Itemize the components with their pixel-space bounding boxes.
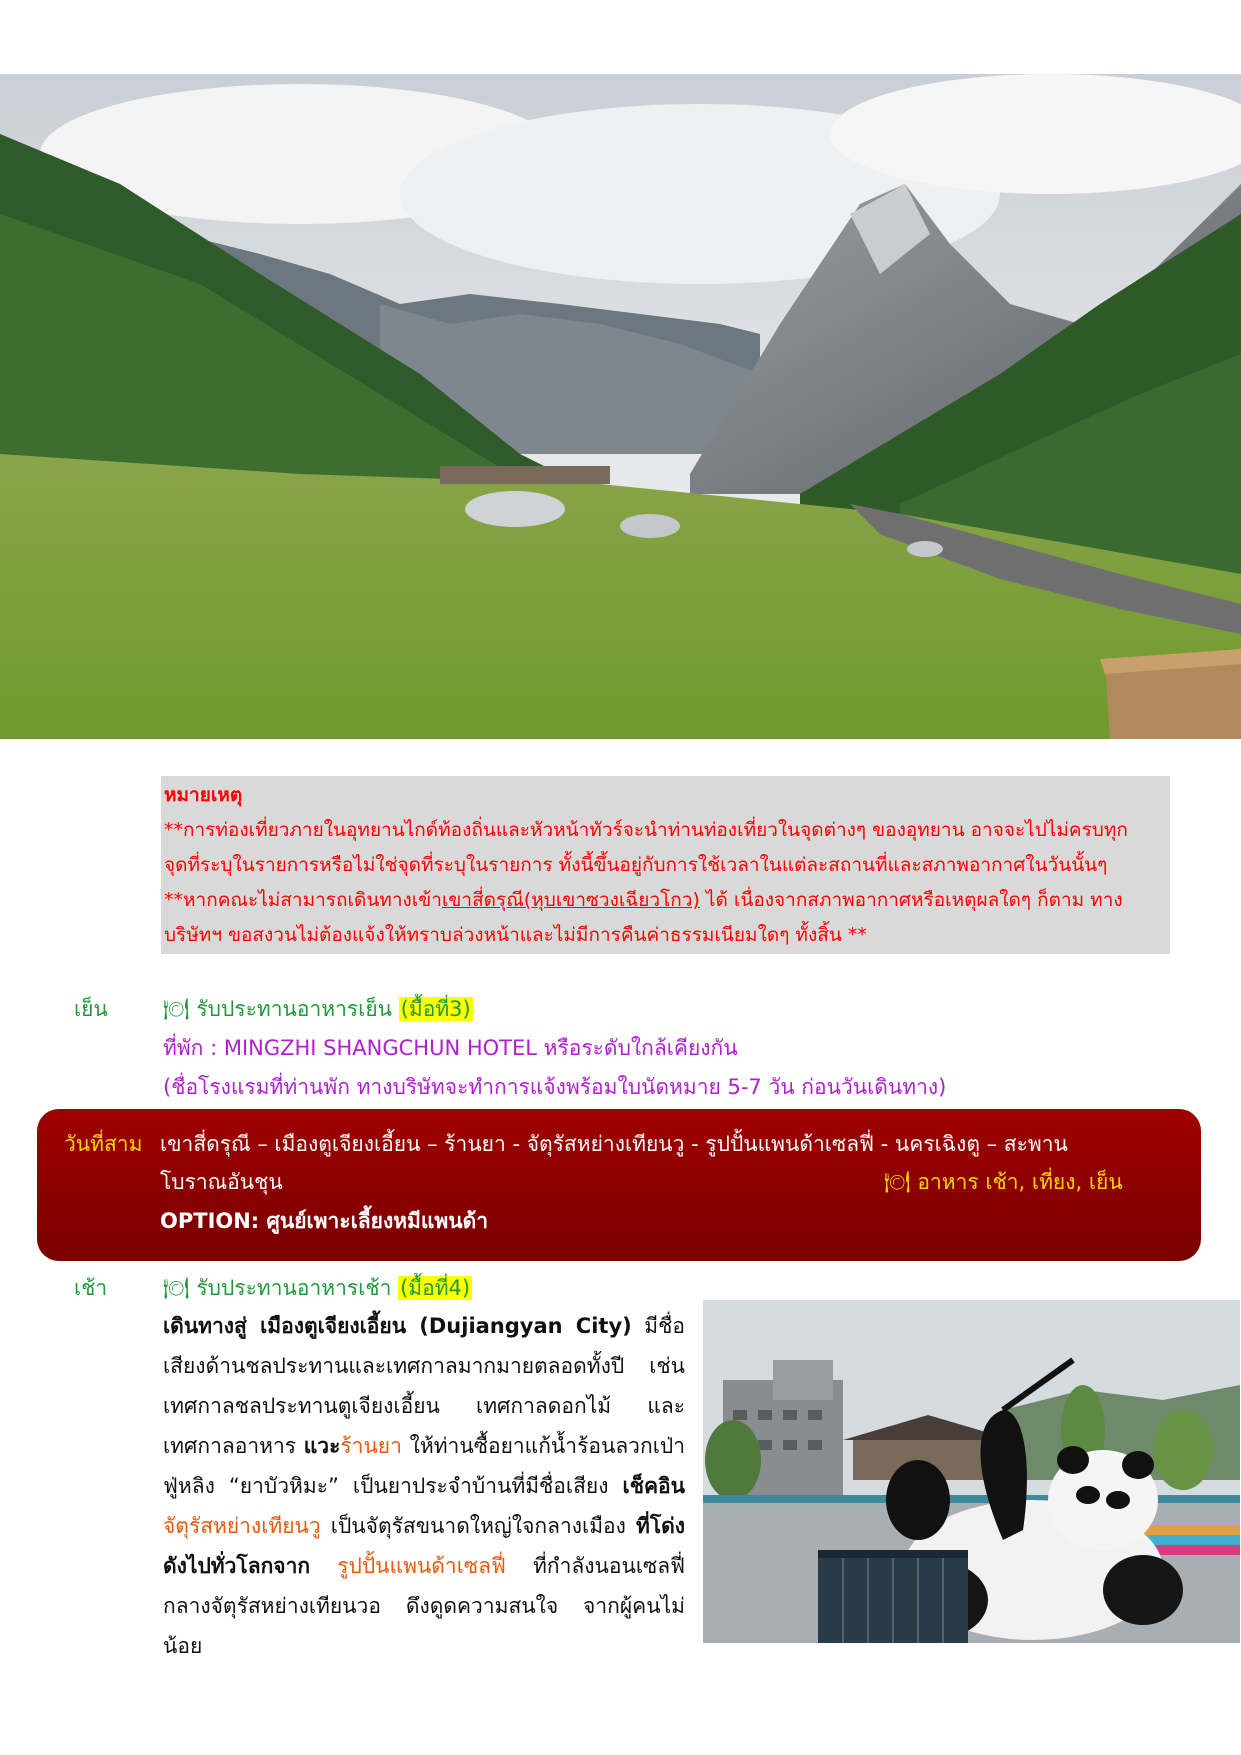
remark-box (161, 776, 1170, 954)
dinner-meal-badge: (มื้อที่3) (400, 997, 471, 1021)
para-text-3: เป็นจัตุรัสขนาดใหญ่ใจกลางเมือง (320, 1514, 636, 1538)
day3-label: วันที่สาม (64, 1132, 143, 1156)
dinner-meal-text: รับประทานอาหารเย็น (189, 997, 399, 1021)
remark-line-4: บริษัทฯ ขอสงวนไม่ต้องแจ้งให้ทราบล่วงหน้าและไม่มีการคืนค่าธรรมเนียมใดๆ ทั้งสิ้น ** (164, 924, 867, 946)
dujiangyan-description (163, 1306, 685, 1666)
breakfast-meal-line (163, 1272, 472, 1305)
remark-line-3-pre: **หากคณะไม่สามารถเดินทางเข้า (164, 889, 442, 911)
breakfast-label: เช้า (74, 1276, 108, 1300)
panda-selfie-statue-photo (703, 1300, 1240, 1643)
para-heading: เดินทางสู่ เมืองตูเจียงเอี้ยน (Dujiangyan City) (163, 1314, 632, 1338)
day3-route-line-2: โบราณอันชุน (160, 1170, 283, 1194)
plate-icon: 🍽 (163, 997, 190, 1021)
hero-landscape-image (0, 74, 1241, 739)
para-stop-label: แวะ (303, 1434, 341, 1458)
para-square: จัตุรัสหย่างเทียนวู (163, 1514, 321, 1538)
dinner-meal-line (163, 993, 473, 1026)
para-text-2: ให้ท่านซื้อยาแก้น้ำร้อนลวกเป่าฟู่หลิง “ยาบัวหิมะ” เป็นยาประจำบ้านที่มีชื่อเสียง (163, 1434, 685, 1498)
remark-place-link: เขาสี่ดรุณี(หุบเขาซวงเฉียวโกว) (441, 889, 700, 911)
remark-title: หมายเหตุ (164, 784, 243, 806)
breakfast-meal-text: รับประทานอาหารเช้า (189, 1276, 399, 1300)
day3-route-line-1: เขาสี่ดรุณี – เมืองตูเจียงเอี้ยน – ร้านยา - จัตุรัสหย่างเทียนวู - รูปปั้นแพนด้าเซลฟี่ - นครเฉิงตู – สะพาน (160, 1132, 1068, 1156)
para-checkin-label: เช็คอิน (622, 1474, 685, 1498)
remark-line-3 (164, 883, 1167, 918)
para-text-4: ที่กำลังนอนเซลฟี่กลางจัตุรัสหย่างเทียนวอ ดึงดูดความสนใจ จากผู้คนไม่น้อย (163, 1554, 685, 1658)
para-panda-statue: รูปปั้นแพนด้าเซลฟี่ (310, 1554, 506, 1578)
day3-option: OPTION: ศูนย์เพาะเลี้ยงหมีแพนด้า (160, 1209, 489, 1233)
hotel-name: ที่พัก : MINGZHI SHANGCHUN HOTEL หรือระดับใกล้เคียงกัน (163, 1036, 738, 1060)
plate-icon: 🍽 (163, 1276, 190, 1300)
para-text-1: มีชื่อเสียงด้านชลประทานและเทศกาลมากมายตลอดทั้งปี เช่น เทศกาลชลประทานตูเจียงเอี้ยน เทศกาลดอกไม้ และเทศกาลอาหาร (163, 1314, 685, 1458)
hotel-note: (ชื่อโรงแรมที่ท่านพัก ทางบริษัทจะทำการแจ้งพร้อมใบนัดหมาย 5-7 วัน ก่อนวันเดินทาง) (163, 1075, 947, 1099)
remark-line-3-post: ได้ เนื่องจากสภาพอากาศหรือเหตุผลใดๆ ก็ตาม ทาง (699, 889, 1123, 911)
remark-line-1: **การท่องเที่ยวภายในอุทยานไกด์ท้องถิ่นและหัวหน้าทัวร์จะนำท่านท่องเที่ยวในจุดต่างๆ ของอุทยาน อาจจะไปไม่ครบทุก (164, 819, 1128, 841)
day3-meals: 🍽 อาหาร เช้า, เที่ยง, เย็น (884, 1170, 1123, 1194)
remark-line-2: จุดที่ระบุในรายการหรือไม่ใช่จุดที่ระบุในรายการ ทั้งนี้ขึ้นอยู่กับการใช้เวลาในแต่ละสถานที่และสภาพอากาศในวันนั้นๆ (164, 854, 1108, 876)
breakfast-meal-badge: (มื้อที่4) (400, 1276, 471, 1300)
dinner-label: เย็น (74, 997, 108, 1021)
para-famous-label: ที่โด่งดังไปทั่วโลกจาก (163, 1514, 685, 1578)
para-medicine-shop: ร้านยา (340, 1434, 402, 1458)
